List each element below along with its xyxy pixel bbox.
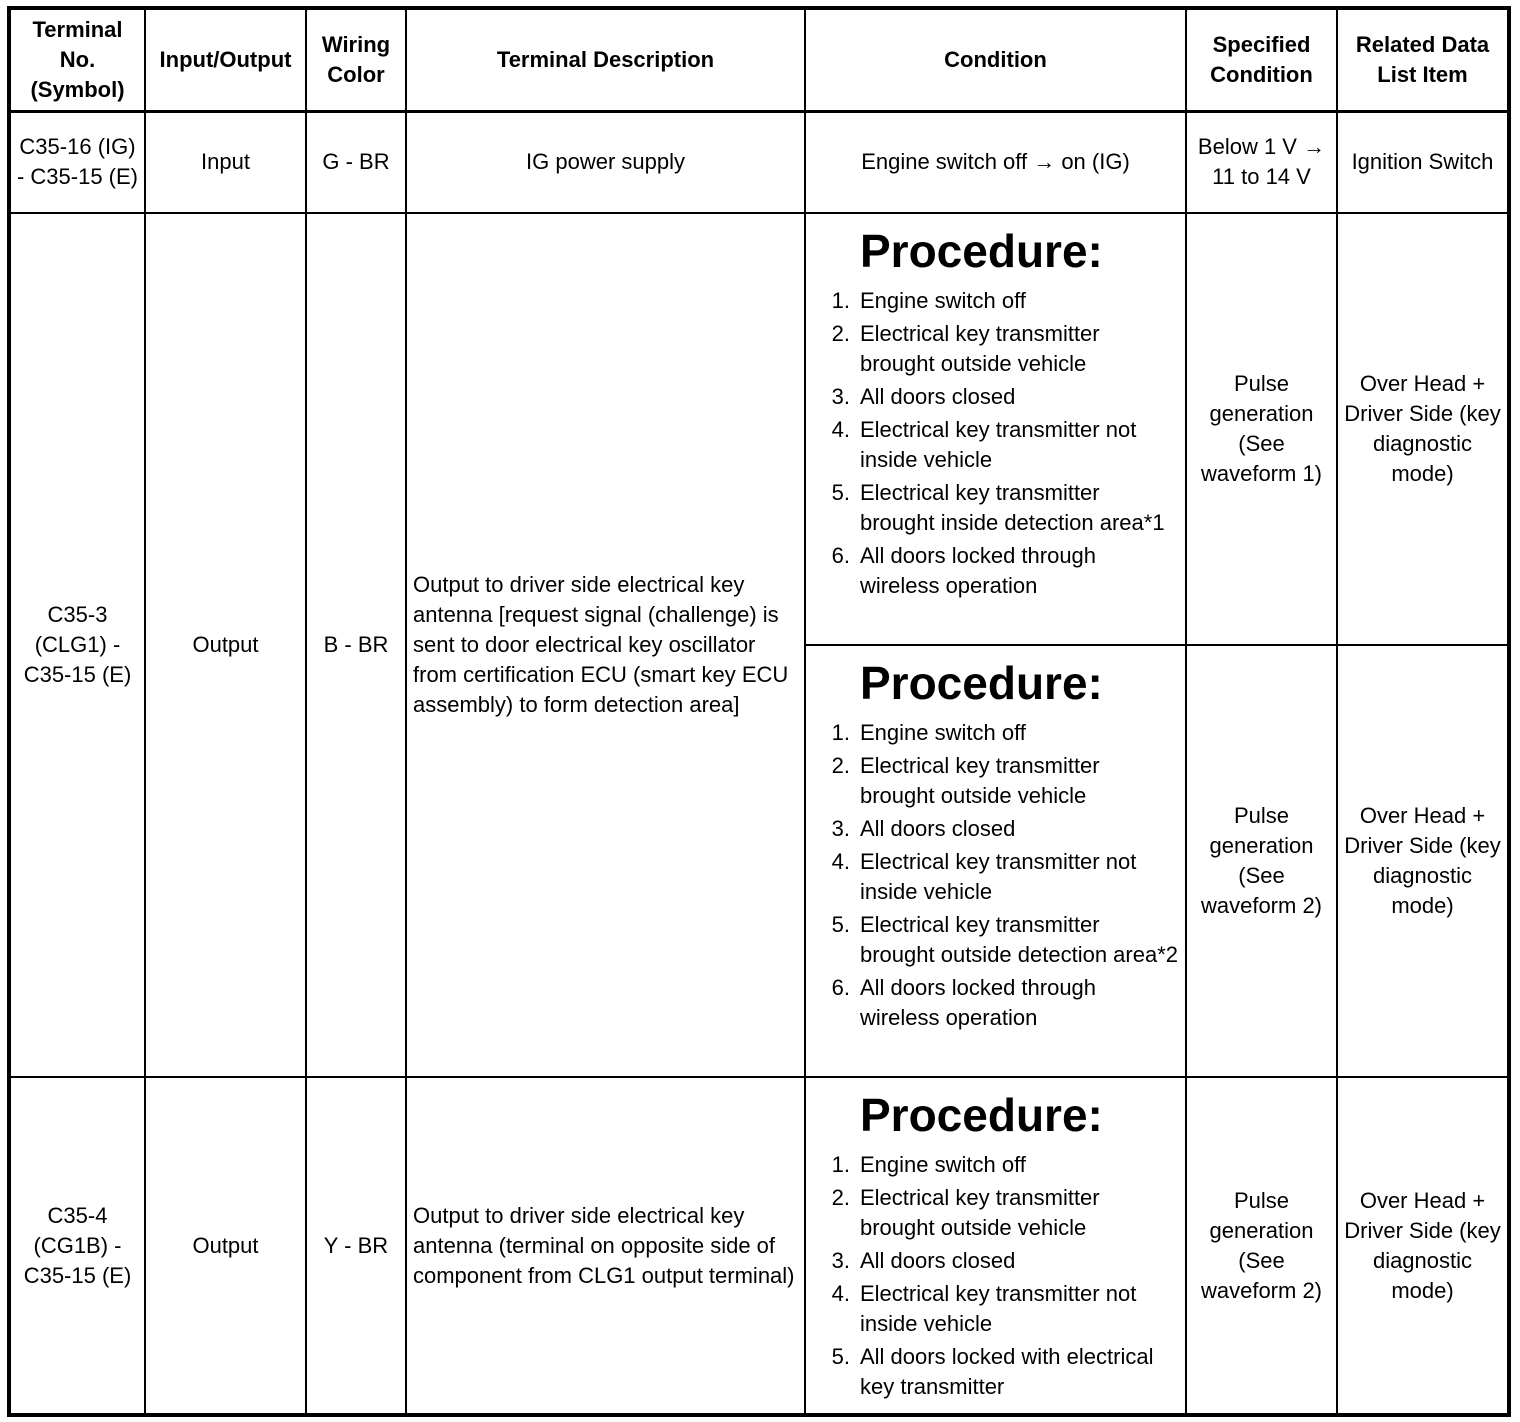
procedure-step: 6. All doors locked through wireless operation (831, 543, 1097, 598)
related-cell: Over Head + Driver Side (key diagnostic mode) (1337, 645, 1509, 1077)
procedure-step: 2. Electrical key transmitter brought outside vehicle (831, 321, 1100, 376)
procedure-step: 5. Electrical key transmitter brought outside detection area*2 (831, 912, 1179, 967)
condition-cell (805, 645, 1186, 1077)
terminal-spec-table (7, 6, 1511, 1417)
procedure-step: 1. Engine switch off (831, 720, 1026, 745)
table-row (9, 111, 1509, 213)
procedure-step: 4. Electrical key transmitter not inside vehicle (831, 1281, 1137, 1336)
procedure-step: 3. All doors closed (831, 384, 1016, 409)
procedure-steps (806, 718, 1185, 1044)
condition-cell: Engine switch off → on (IG) (805, 111, 1186, 213)
description-cell: IG power supply (406, 111, 805, 213)
procedure-title: Procedure: (860, 1089, 1103, 1141)
procedure-step: 1. Engine switch off (831, 288, 1026, 313)
related-cell: Over Head + Driver Side (key diagnostic mode) (1337, 213, 1509, 645)
procedure-step: 6. All doors locked through wireless operation (831, 975, 1097, 1030)
procedure-step: 5. All doors locked with electrical key transmitter (831, 1344, 1154, 1399)
description-cell: Output to driver side electrical key antenna (terminal on opposite side of component from CLG1 output terminal) (406, 1077, 805, 1415)
io-cell: Output (145, 213, 306, 1077)
procedure-step: 2. Electrical key transmitter brought outside vehicle (831, 753, 1100, 808)
procedure-step: 5. Electrical key transmitter brought inside detection area*1 (831, 480, 1165, 535)
procedure-step: 4. Electrical key transmitter not inside vehicle (831, 849, 1137, 904)
specified-cell: Pulse generation (See waveform 2) (1186, 1077, 1337, 1415)
terminal-cell: C35-16 (IG) - C35-15 (E) (9, 111, 145, 213)
header-specified-condition: Specified Condition (1186, 8, 1337, 111)
table-row (9, 213, 1509, 645)
procedure-steps (806, 286, 1185, 612)
related-cell: Ignition Switch (1337, 111, 1509, 213)
specified-cell: Pulse generation (See waveform 1) (1186, 213, 1337, 645)
related-cell: Over Head + Driver Side (key diagnostic mode) (1337, 1077, 1509, 1415)
terminal-cell: C35-4 (CG1B) - C35-15 (E) (9, 1077, 145, 1415)
procedure-step: 4. Electrical key transmitter not inside vehicle (831, 417, 1137, 472)
condition-cell (805, 1077, 1186, 1415)
wiring-cell: B - BR (306, 213, 406, 1077)
description-cell: Output to driver side electrical key antenna [request signal (challenge) is sent to door electrical key oscillator from certification ECU (smart key ECU assembly) to form detection area] (406, 213, 805, 1077)
specified-cell: Pulse generation (See waveform 2) (1186, 645, 1337, 1077)
io-cell: Input (145, 111, 306, 213)
table-row (9, 1077, 1509, 1415)
header-wiring-color: Wiring Color (306, 8, 406, 111)
wiring-cell: Y - BR (306, 1077, 406, 1415)
header-terminal: Terminal No. (Symbol) (9, 8, 145, 111)
procedure-title: Procedure: (860, 657, 1103, 709)
header-related-data-list-item: Related Data List Item (1337, 8, 1509, 111)
terminal-cell: C35-3 (CLG1) - C35-15 (E) (9, 213, 145, 1077)
procedure-steps (806, 1150, 1185, 1413)
condition-cell (805, 213, 1186, 645)
procedure-step: 3. All doors closed (831, 816, 1016, 841)
header-row (9, 8, 1509, 111)
header-condition: Condition (805, 8, 1186, 111)
procedure-step: 2. Electrical key transmitter brought outside vehicle (831, 1185, 1100, 1240)
wiring-cell: G - BR (306, 111, 406, 213)
header-input-output: Input/Output (145, 8, 306, 111)
header-terminal-description: Terminal Description (406, 8, 805, 111)
procedure-step: 1. Engine switch off (831, 1152, 1026, 1177)
io-cell: Output (145, 1077, 306, 1415)
specified-cell: Below 1 V → 11 to 14 V (1186, 111, 1337, 213)
procedure-title: Procedure: (860, 225, 1103, 277)
procedure-step: 3. All doors closed (831, 1248, 1016, 1273)
